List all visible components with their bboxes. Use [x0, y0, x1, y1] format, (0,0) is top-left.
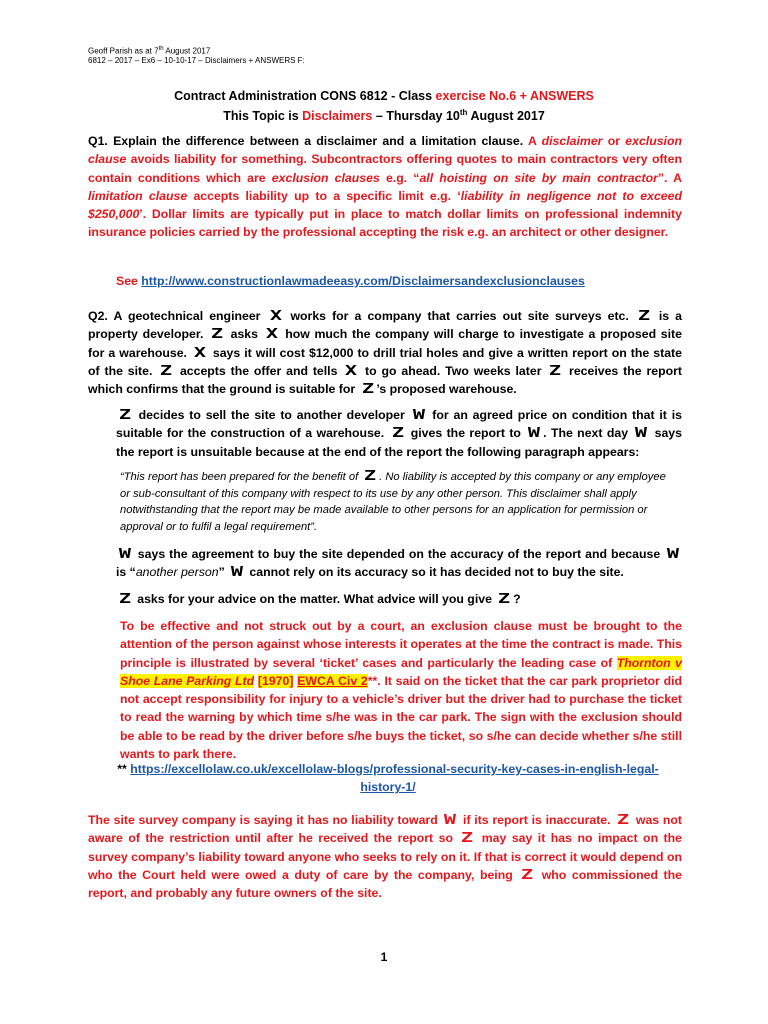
q2-p4-a: asks for your advice on the matter. What advice will you give	[133, 592, 496, 606]
party-z-symbol: Z	[364, 469, 377, 484]
q1-a3-i: exclusion clauses	[271, 170, 380, 185]
q2-p2-b: for an agreed price on condition that it is suitable for the construction of a warehouse.	[116, 408, 682, 441]
q2-paragraph-2	[116, 406, 682, 461]
q2-paragraph-4	[116, 590, 682, 608]
q1-a2-i: exclusion clause	[88, 134, 682, 167]
party-z-symbol: Z	[391, 426, 404, 442]
ans1-b: **. It said on the ticket that the car park proprietor did not accept responsibility for injury to a vehicle’s driver but the driver had to purchase the ticket to read the warning by which time s/he was in the car park. The sign with the exclusion should be able to be read by the driver before s/he buys the ticket, so s/he can decide whether s/he still wants to park there.	[120, 673, 683, 762]
party-z-symbol: Z	[617, 813, 630, 828]
title-topic: Disclaimers	[302, 109, 373, 124]
q2-p2-e: says the report is unsuitable because at the end of the report the following paragraph appears:	[116, 426, 682, 459]
ans2-e: who commissioned the report, and probably any future owners of the site.	[88, 867, 682, 901]
party-x-symbol: X	[193, 345, 206, 361]
q1-a6-i: liability in negligence not to exceed $250,000	[88, 188, 682, 222]
q2-p1-g: accepts the offer and tells	[175, 363, 343, 378]
ans2-d: may say it has no impact on the survey company’s liability toward anyone who seeks to rely on it. If that is correct it would depend on who the Court held were owed a duty of care by the company, being	[88, 831, 682, 882]
title-sup: th	[459, 108, 468, 117]
ref-stars: **	[117, 762, 131, 776]
ans2-a: The site survey company is saying it has no liability toward	[88, 813, 442, 827]
q1-a5-i: limitation clause	[88, 188, 188, 203]
q2-p1-i: receives the report which confirms that the ground is suitable for	[88, 363, 682, 397]
q2-p1-h: to go ahead. Two weeks later	[360, 363, 547, 378]
q1-a3: avoids liability for something. Subcontractors offering quotes to main contractors very often contain conditions which are	[88, 152, 682, 185]
title-exercise: exercise No.6 + ANSWERS	[435, 89, 594, 103]
quote-b: . No liability is accepted by this company or any employee or sub-consultant of this company with respect to its use by any other person. This disclaimer shall apply notwithstanding that the report may be made available to other persons for an application for permission or approval or to fulfil a legal requirement”.	[120, 471, 666, 533]
q2-p1-e: how much the company will charge to investigate a proposed site for a warehouse.	[88, 327, 682, 360]
q2-reference	[108, 760, 668, 797]
q2-reference-link[interactable]: https://excellolaw.co.uk/excellolaw-blogs/professional-security-key-cases-in-english-legal-history-1/	[130, 762, 659, 795]
q1-see-label: See	[116, 274, 142, 288]
q2-p2-c: gives the report to	[406, 426, 526, 441]
case-year-highlight: [1970]	[257, 673, 294, 688]
q1-a4-i: all hoisting on site by main contractor	[419, 170, 658, 185]
q2-p2-d: . The next day	[543, 426, 633, 441]
party-x-symbol: X	[269, 309, 282, 324]
q1-a7: ’. Dollar limits are typically put in place to match dollar limits on professional indemnity insurance policies carried by the professional accepting the risk e.g. an architect or other designer.	[88, 207, 682, 240]
q2-p1-j: ’s proposed warehouse.	[376, 382, 517, 397]
header-line-1	[88, 44, 210, 57]
party-z-symbol: Z	[498, 592, 511, 607]
party-w-symbol: W	[118, 547, 131, 562]
title-date-a: – Thursday 10	[372, 109, 460, 124]
party-w-symbol: W	[230, 565, 244, 581]
ans2-c: was not aware of the restriction until after he received the report so	[88, 813, 682, 846]
header-date: August 2017	[163, 46, 211, 56]
ans2-b: if its report is inaccurate.	[459, 813, 615, 827]
q1-label: Q1.	[88, 134, 108, 148]
q1-answer	[88, 134, 682, 239]
party-z-symbol: Z	[637, 309, 650, 324]
q2-p2-a: decides to sell the site to another developer	[133, 408, 410, 422]
party-z-symbol: Z	[118, 408, 131, 423]
party-z-symbol: Z	[521, 867, 534, 883]
disclaimer-quote	[120, 469, 668, 535]
q1-a2: or	[602, 134, 626, 148]
party-x-symbol: X	[265, 327, 278, 343]
q2-answer-2	[88, 811, 682, 902]
quote-a: “This report has been prepared for the benefit of	[120, 471, 362, 483]
party-z-symbol: Z	[549, 363, 562, 379]
party-w-symbol: W	[444, 813, 457, 828]
q1-paragraph	[88, 132, 682, 242]
q2-p1-b: works for a company that carries out site surveys etc.	[284, 309, 635, 323]
q1-question: Explain the difference between a disclaimer and a limitation clause.	[107, 134, 524, 148]
q2-paragraph-1	[88, 307, 682, 398]
q2-p1-d: asks	[225, 327, 263, 342]
q1-a5: ”. A	[657, 170, 683, 185]
q1-a6: accepts liability up to a specific limit e.g. ‘	[187, 188, 461, 203]
party-z-symbol: Z	[210, 327, 224, 343]
q1-a1-i: disclaimer	[541, 134, 603, 148]
q2-label: Q2.	[88, 309, 108, 323]
q2-p1-c: is a property developer.	[88, 309, 682, 342]
case-name-highlight: Thornton v Shoe Lane Parking Ltd	[120, 655, 682, 688]
party-z-symbol: Z	[361, 382, 374, 398]
q1-see-line	[116, 272, 682, 290]
party-z-symbol: Z	[118, 592, 131, 607]
party-w-symbol: W	[635, 426, 648, 442]
title-topic-prefix: This Topic is	[223, 109, 303, 124]
ans1-a: To be effective and not struck out by a court, an exclusion clause must be brought to the attention of the person against whose interests it operates at the time the contract is made. This principle is illustrated by several ‘ticket’ cases and particularly the leading case of	[120, 619, 682, 670]
q2-p3-c: ”	[218, 565, 229, 580]
q2-paragraph-3	[116, 545, 682, 582]
q2-p3-i: another person	[135, 565, 219, 580]
party-z-symbol: Z	[461, 831, 474, 847]
q1-a4: e.g. “	[379, 170, 420, 185]
q1-a1: A	[523, 134, 542, 148]
header-sup: th	[158, 46, 164, 52]
header-line-2: 6812 – 2017 – Ex6 – 10-10-17 – Disclaimers + ANSWERS F:	[88, 56, 305, 65]
party-w-symbol: W	[412, 408, 425, 423]
case-citation-link[interactable]: EWCA Civ 2	[297, 673, 368, 688]
q2-p3-b: is “	[116, 565, 136, 580]
title-date-b: August 2017	[467, 109, 545, 124]
header-author: Geoff Parish as at 7	[88, 46, 159, 56]
q1-reference-link[interactable]: http://www.constructionlawmadeeasy.com/Disclaimersandexclusionclauses	[141, 274, 585, 288]
q2-p4-b: ?	[513, 592, 521, 606]
party-w-symbol: W	[667, 547, 680, 562]
party-z-symbol: Z	[160, 363, 173, 379]
q2-answer-1	[120, 617, 682, 763]
title-line-1	[0, 88, 768, 104]
q2-p3-a: says the agreement to buy the site depended on the accuracy of the report and because	[133, 547, 665, 561]
q2-p3-d: cannot rely on its accuracy so it has decided not to buy the site.	[245, 565, 624, 580]
party-x-symbol: X	[345, 363, 358, 379]
page-number: 1	[380, 950, 388, 964]
q2-p1-a: A geotechnical engineer	[107, 309, 267, 323]
title-line-2	[0, 105, 768, 124]
party-w-symbol: W	[528, 426, 541, 442]
q2-p1-f: says it will cost $12,000 to drill trial holes and give a written report on the state of the site.	[88, 345, 682, 378]
title-course: Contract Administration CONS 6812 - Class	[174, 89, 436, 103]
